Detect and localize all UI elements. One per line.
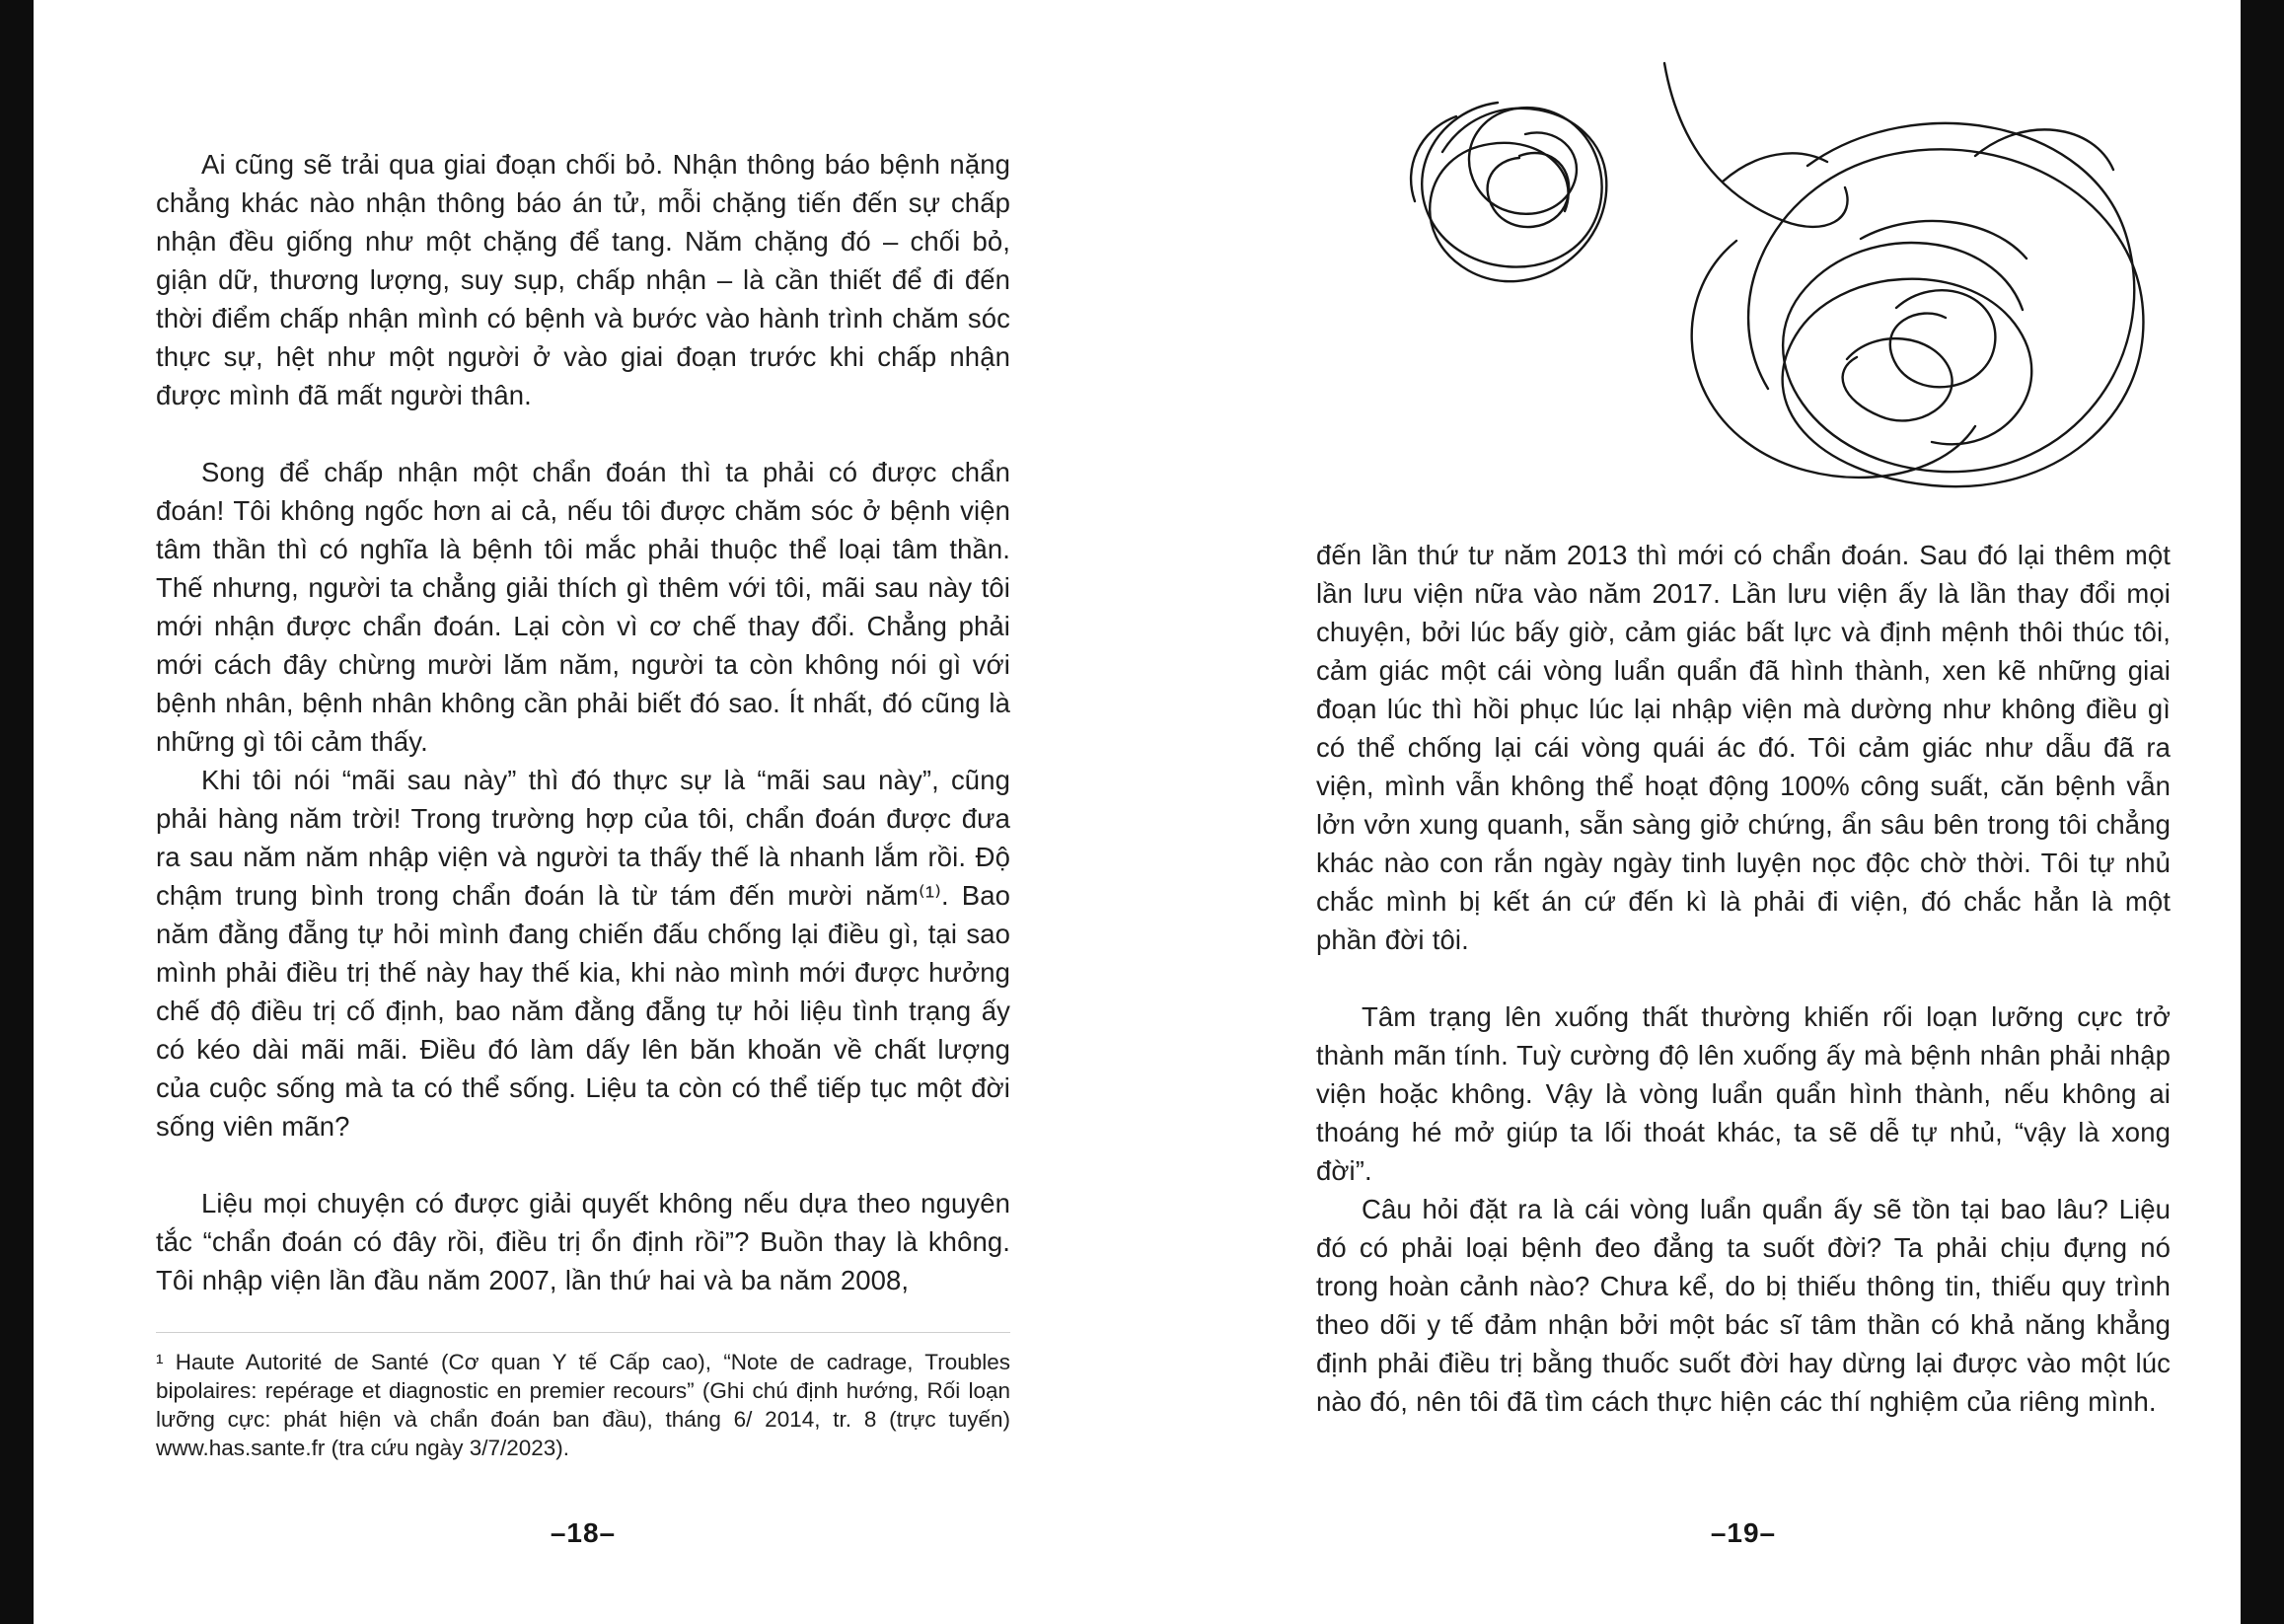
page-right-body-text [1316, 536, 2171, 1421]
footnote [156, 1332, 1010, 1462]
paragraph: Ai cũng sẽ trải qua giai đoạn chối bỏ. Nhận thông báo bệnh nặng chẳng khác nào nhận thông báo án tử, mỗi chặng tiến đến sự chấp nhận đều giống như một chặng để tang. Năm chặng đó – chối bỏ, giận dữ, thương lượng, suy sụp, chấp nhận – là cần thiết để đi đến thời điểm chấp nhận mình có bệnh và bước vào hành trình chăm sóc thực sự, hệt như một người ở vào giai đoạn trước khi chấp nhận được mình đã mất người thân. [156, 149, 1010, 410]
paragraph: đến lần thứ tư năm 2013 thì mới có chẩn đoán. Sau đó lại thêm một lần lưu viện nữa vào năm 2017. Lần lưu viện ấy là lần thay đổi mọi chuyện, bởi lúc bấy giờ, cảm giác bất lực và định mệnh thôi thúc tôi, cảm giác một cái vòng luẩn quẩn đã hình thành, xen kẽ những giai đoạn lúc thì hồi phục lúc lại nhập viện mà dường như không điều gì có thể chống lại cái vòng quái ác đó. Tôi cảm giác như dẫu đã ra viện, mình vẫn không thể hoạt động 100% công suất, căn bệnh vẫn lởn vởn xung quanh, sẵn sàng giở chứng, ẩn sâu bên trong tôi chẳng khác nào con rắn ngày ngày tinh luyện nọc độc chờ thời. Tôi tự nhủ chắc mình bị kết án cứ đến kì là phải đi viện, đó chắc hẳn là một phần đời tôi. [1316, 540, 2171, 955]
paragraph: Liệu mọi chuyện có được giải quyết không nếu dựa theo nguyên tắc “chẩn đoán có đây rồi, điều trị ổn định rồi”? Buồn thay là không. Tôi nhập viện lần đầu năm 2007, lần thứ hai và ba năm 2008, [156, 1188, 1010, 1295]
scribble-illustration [1381, 61, 2180, 520]
paragraph: Khi tôi nói “mãi sau này” thì đó thực sự là “mãi sau này”, cũng phải hàng năm trời! Trong trường hợp của tôi, chẩn đoán được đưa ra sau năm năm nhập viện và người ta thấy thế là nhanh lắm rồi. Độ chậm trung bình trong chẩn đoán là từ tám đến mười năm⁽¹⁾. Bao năm đằng đẵng tự hỏi mình đang chiến đấu chống lại điều gì, tại sao mình phải điều trị thế này hay thế kia, khi nào mình mới được hưởng chế độ điều trị cố định, bao năm đằng đẵng tự hỏi liệu tình trạng ấy có kéo dài mãi mãi. Điều đó làm dấy lên băn khoăn về chất lượng của cuộc sống mà ta có thể sống. Liệu ta còn có thể tiếp tục một đời sống viên mãn? [156, 765, 1010, 1142]
paragraph: Câu hỏi đặt ra là cái vòng luẩn quẩn ấy sẽ tồn tại bao lâu? Liệu đó có phải loại bệnh đeo đẳng ta suốt đời? Ta phải chịu đựng nó trong hoàn cảnh nào? Chưa kể, do bị thiếu thông tin, thiếu quy trình theo dõi y tế đảm nhận bởi một bác sĩ tâm thần có khả năng khẳng định phải điều trị bằng thuốc suốt đời hay dừng lại được vào một lúc nào đó, nên tôi đã tìm cách thực hiện các thí nghiệm của riêng mình. [1316, 1194, 2171, 1417]
footnote-text: ¹ Haute Autorité de Santé (Cơ quan Y tế Cấp cao), “Note de cadrage, Troubles bipolaires: repérage et diagnostic en premier recours” (Ghi chú định hướng, Rối loạn lưỡng cực: phát hiện và chẩn đoán ban đầu), tháng 6/ 2014, tr. 8 (trực tuyến) www.has.sante.fr (tra cứu ngày 3/7/2023). [156, 1350, 1010, 1460]
page-left-body-text [156, 145, 1010, 1299]
right-page-edge-strip [2241, 0, 2284, 1624]
left-page-edge-strip [0, 0, 34, 1624]
paragraph: Tâm trạng lên xuống thất thường khiến rối loạn lưỡng cực trở thành mãn tính. Tuỳ cường độ lên xuống ấy mà bệnh nhân phải nhập viện hoặc không. Vậy là vòng luẩn quẩn hình thành, nếu không ai thoáng hé mở giúp ta lối thoát khác, ta sẽ dễ tự nhủ, “vậy là xong đời”. [1316, 1001, 2171, 1186]
footnote-divider [156, 1332, 1010, 1333]
page-number-right: –19– [1710, 1517, 1777, 1548]
paragraph: Song để chấp nhận một chẩn đoán thì ta phải có được chẩn đoán! Tôi không ngốc hơn ai cả, nếu tôi được chăm sóc ở bệnh viện tâm thần thì có nghĩa là bệnh tôi mắc phải thuộc thể loại tâm thần. Thế nhưng, người ta chẳng giải thích gì thêm với tôi, mãi sau này tôi mới nhận được chẩn đoán. Lại còn vì cơ chế thay đổi. Chẳng phải mới cách đây chừng mười lăm năm, người ta còn không nói gì với bệnh nhân, bệnh nhân không cần phải biết đó sao. Ít nhất, đó cũng là những gì tôi cảm thấy. [156, 457, 1010, 757]
page-number-left: –18– [550, 1517, 617, 1548]
